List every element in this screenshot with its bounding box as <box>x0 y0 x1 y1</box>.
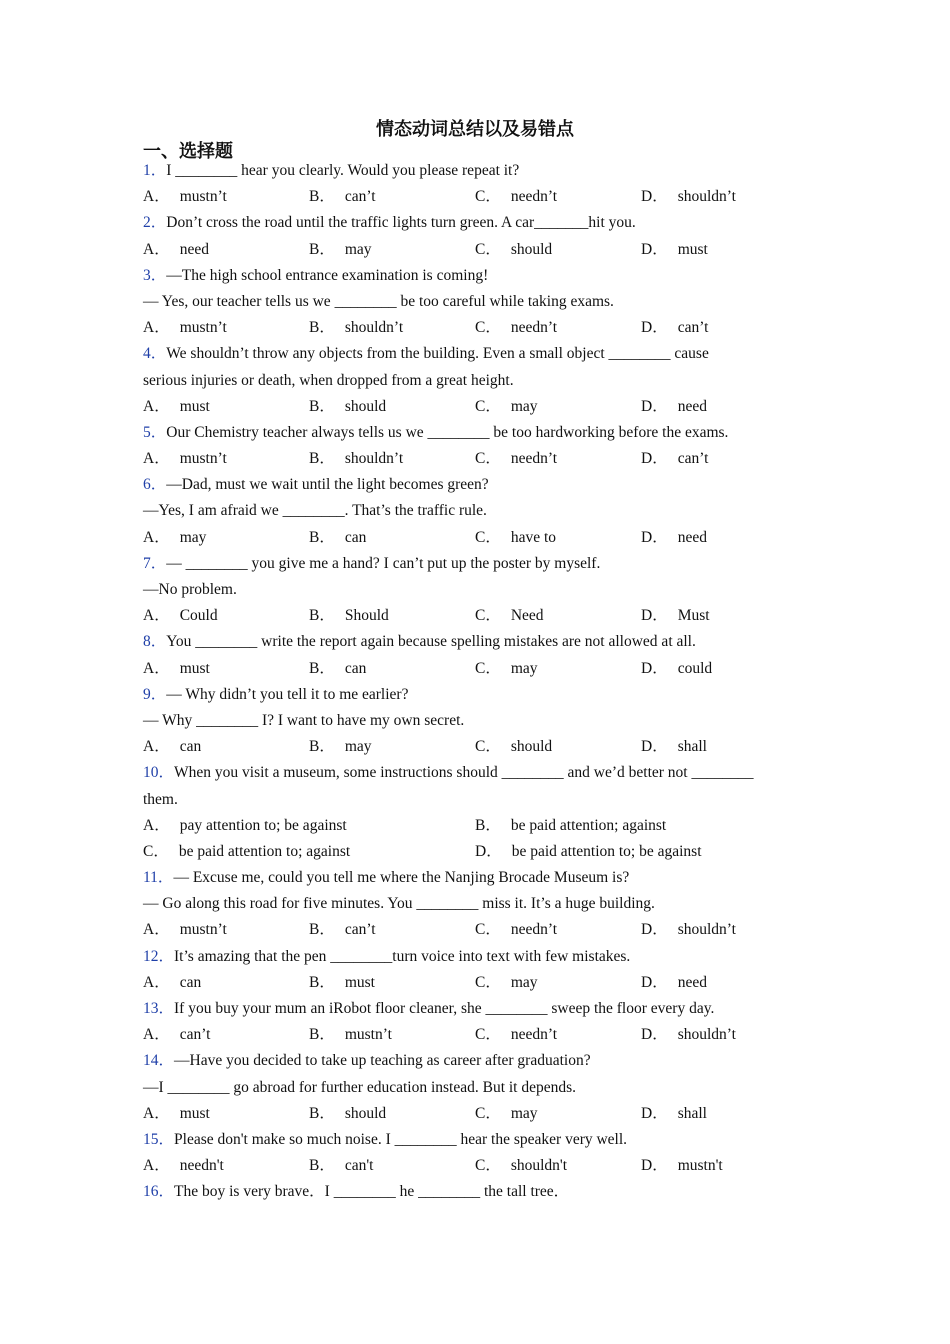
option-letter: B． <box>309 397 335 415</box>
option-letter: A． <box>143 607 170 625</box>
option-row <box>143 525 823 551</box>
question-item <box>143 551 823 630</box>
question-text: Please don't make so much noise. I ________ hear the speaker very well. <box>174 1130 628 1148</box>
question-text: —Have you decided to take up teaching as career after graduation? <box>174 1052 591 1070</box>
question-stem <box>143 263 823 289</box>
option-letter: C． <box>475 659 501 677</box>
question-text: —The high school entrance examination is coming! <box>166 266 489 284</box>
answer-option <box>641 1153 723 1179</box>
question-number: 10． <box>143 764 175 782</box>
answer-option <box>143 734 201 760</box>
question-item <box>143 420 823 472</box>
answer-option <box>143 1101 210 1127</box>
option-text: may <box>510 973 538 991</box>
option-row <box>143 970 823 996</box>
option-text: may <box>344 240 372 258</box>
question-line <box>143 577 823 603</box>
question-item <box>143 629 823 681</box>
option-letter: A． <box>143 1026 170 1044</box>
question-number: 15． <box>143 1130 175 1148</box>
option-text: may <box>510 1104 538 1122</box>
answer-option <box>309 734 372 760</box>
option-text: shall <box>677 1104 707 1122</box>
question-text: Our Chemistry teacher always tells us we ________ be too hardworking before the exams. <box>166 423 729 441</box>
option-letter: B． <box>309 319 335 337</box>
question-item <box>143 158 823 210</box>
answer-option <box>475 970 538 996</box>
option-letter: D． <box>641 528 668 546</box>
answer-option <box>641 970 707 996</box>
question-stem <box>143 996 823 1022</box>
question-stem <box>143 1048 823 1074</box>
answer-option <box>641 917 736 943</box>
answer-option <box>641 525 707 551</box>
question-item <box>143 263 823 342</box>
option-letter: C． <box>475 738 501 756</box>
question-stem <box>143 629 823 655</box>
option-letter: C． <box>475 240 501 258</box>
option-text: could <box>677 659 713 677</box>
answer-option <box>143 1022 210 1048</box>
option-letter: D． <box>641 397 668 415</box>
option-text: need <box>677 528 707 546</box>
option-letter: C． <box>475 921 501 939</box>
answer-option <box>641 1101 707 1127</box>
answer-option <box>475 184 557 210</box>
option-text: can’t <box>344 188 376 206</box>
option-letter: C． <box>475 1026 501 1044</box>
option-text: shouldn’t <box>344 450 404 468</box>
answer-option <box>143 839 350 865</box>
option-text: needn’t <box>510 450 558 468</box>
option-letter: A． <box>143 397 170 415</box>
option-text: must <box>179 1104 210 1122</box>
option-letter: C． <box>475 188 501 206</box>
question-text: We shouldn’t throw any objects from the building. Even a small object ________ cause <box>166 345 709 363</box>
question-number: 5． <box>143 423 167 441</box>
option-text: should <box>510 738 553 756</box>
option-text: be paid attention; against <box>510 816 667 834</box>
question-text: If you buy your mum an iRobot floor cleaner, she ________ sweep the floor every day. <box>174 1000 715 1017</box>
option-letter: B． <box>309 188 335 206</box>
option-text: shouldn’t <box>677 921 736 939</box>
answer-option <box>475 1022 557 1048</box>
answer-option <box>143 446 227 472</box>
option-text: need <box>179 240 209 258</box>
question-text: — ________ you give me a hand? I can’t put up the poster by myself. <box>166 554 601 572</box>
question-list <box>143 158 823 1206</box>
option-letter: B． <box>309 607 335 625</box>
option-row <box>143 917 823 943</box>
option-text: can’t <box>677 450 709 468</box>
option-letter: C． <box>475 1104 501 1122</box>
option-text: must <box>179 659 210 677</box>
option-text: can <box>179 738 202 756</box>
option-text: be paid attention to; be against <box>511 842 702 860</box>
option-letter: D． <box>641 659 668 677</box>
option-letter: A． <box>143 659 170 677</box>
section-heading: 一、选择题 <box>143 141 233 162</box>
option-text: Need <box>510 607 544 625</box>
question-stem <box>143 472 823 498</box>
option-text: mustn't <box>677 1157 723 1175</box>
question-text: It’s amazing that the pen ________turn voice into text with few mistakes. <box>174 947 631 965</box>
question-text: —No problem. <box>143 581 237 598</box>
option-row <box>143 656 823 682</box>
question-number: 14． <box>143 1052 175 1070</box>
option-text: needn’t <box>510 1026 558 1044</box>
answer-option <box>641 184 736 210</box>
question-number: 7． <box>143 554 167 572</box>
option-text: needn’t <box>510 921 558 939</box>
answer-option <box>309 525 366 551</box>
question-line <box>143 498 823 524</box>
question-text: —Dad, must we wait until the light becomes green? <box>166 476 489 494</box>
option-text: can <box>344 659 367 677</box>
option-letter: A． <box>143 319 170 337</box>
option-letter: D． <box>641 240 668 258</box>
option-letter: D． <box>641 1157 668 1175</box>
option-text: be paid attention to; against <box>178 842 351 860</box>
question-line <box>143 289 823 315</box>
question-number: 1． <box>143 162 167 179</box>
question-number: 6． <box>143 476 167 494</box>
option-text: may <box>179 528 207 546</box>
question-item <box>143 760 823 865</box>
question-item <box>143 210 823 262</box>
question-text: When you visit a museum, some instructions should ________ and we’d better not ________ <box>174 764 754 782</box>
option-text: can't <box>344 1157 374 1175</box>
question-stem <box>143 341 823 367</box>
answer-option <box>143 315 227 341</box>
answer-option <box>475 734 552 760</box>
option-letter: D． <box>641 973 668 991</box>
answer-option <box>309 656 366 682</box>
option-text: mustn’t <box>344 1026 392 1044</box>
answer-option <box>641 656 712 682</box>
option-letter: D． <box>641 1026 668 1044</box>
question-stem <box>143 865 823 891</box>
answer-option <box>309 184 376 210</box>
question-item <box>143 1179 823 1205</box>
answer-option <box>475 839 702 865</box>
option-letter: A． <box>143 188 170 206</box>
question-text: I ________ hear you clearly. Would you please repeat it? <box>166 162 520 179</box>
option-text: must <box>344 973 375 991</box>
question-number: 4． <box>143 345 167 363</box>
option-letter: B． <box>309 450 335 468</box>
answer-option <box>475 1101 538 1127</box>
question-stem <box>143 420 823 446</box>
answer-option <box>143 917 227 943</box>
option-letter: B． <box>309 1157 335 1175</box>
question-number: 16． <box>143 1183 175 1201</box>
option-letter: A． <box>143 450 170 468</box>
option-letter: B． <box>475 816 501 834</box>
answer-option <box>309 1101 386 1127</box>
option-text: needn’t <box>510 188 558 206</box>
question-text: serious injuries or death, when dropped from a great height. <box>143 371 514 389</box>
answer-option <box>143 603 218 629</box>
answer-option <box>475 237 552 263</box>
option-row <box>143 1101 823 1127</box>
question-stem <box>143 210 823 236</box>
option-row <box>143 1153 823 1179</box>
option-text: can’t <box>179 1026 211 1044</box>
question-line <box>143 891 823 917</box>
answer-option <box>475 656 538 682</box>
option-letter: A． <box>143 1157 170 1175</box>
answer-option <box>475 1153 567 1179</box>
answer-option <box>641 603 710 629</box>
option-text: can <box>179 973 202 991</box>
option-row <box>143 839 823 865</box>
question-stem <box>143 760 823 786</box>
option-letter: D． <box>641 319 668 337</box>
question-stem <box>143 682 823 708</box>
option-letter: C． <box>475 319 501 337</box>
option-letter: A． <box>143 816 170 834</box>
question-text: Don’t cross the road until the traffic lights turn green. A car_______hit you. <box>166 214 636 232</box>
question-stem <box>143 1127 823 1153</box>
option-text: can’t <box>677 319 709 337</box>
answer-option <box>641 734 707 760</box>
option-letter: C． <box>475 528 501 546</box>
option-letter: B． <box>309 921 335 939</box>
option-text: need <box>677 397 707 415</box>
option-text: shouldn't <box>510 1157 568 1175</box>
option-text: need <box>677 973 707 991</box>
option-text: may <box>510 659 538 677</box>
question-text: — Yes, our teacher tells us we ________ be too careful while taking exams. <box>143 292 614 310</box>
option-row <box>143 813 823 839</box>
question-item <box>143 341 823 420</box>
question-item <box>143 1048 823 1127</box>
option-row <box>143 734 823 760</box>
question-text: —Yes, I am afraid we ________. That’s the traffic rule. <box>143 502 487 520</box>
answer-option <box>143 184 227 210</box>
answer-option <box>641 446 708 472</box>
answer-option <box>309 315 403 341</box>
answer-option <box>143 813 347 839</box>
option-letter: D． <box>641 188 668 206</box>
answer-option <box>143 394 210 420</box>
question-line <box>143 787 823 813</box>
option-text: may <box>344 738 372 756</box>
option-letter: D． <box>641 738 668 756</box>
question-number: 8． <box>143 633 167 651</box>
option-letter: B． <box>309 240 335 258</box>
option-letter: B． <box>309 973 335 991</box>
option-letter: D． <box>641 450 668 468</box>
answer-option <box>475 446 557 472</box>
option-text: shouldn’t <box>677 188 736 206</box>
option-letter: C． <box>475 397 501 415</box>
question-text: —I ________ go abroad for further education instead. But it depends. <box>143 1078 577 1096</box>
option-text: shouldn’t <box>677 1026 736 1044</box>
answer-option <box>309 394 386 420</box>
option-text: needn't <box>179 1157 224 1175</box>
answer-option <box>641 1022 736 1048</box>
question-text: — Why didn’t you tell it to me earlier? <box>166 685 409 703</box>
option-letter: D． <box>475 842 502 860</box>
option-letter: D． <box>641 1104 668 1122</box>
page-title: 情态动词总结以及易错点 <box>376 119 574 140</box>
option-text: should <box>510 240 553 258</box>
question-number: 9． <box>143 685 167 703</box>
answer-option <box>143 1153 224 1179</box>
question-number: 12． <box>143 947 175 965</box>
option-letter: C． <box>475 607 501 625</box>
question-number: 2． <box>143 214 167 232</box>
question-stem <box>143 158 823 184</box>
question-item <box>143 996 823 1048</box>
option-letter: D． <box>641 921 668 939</box>
option-text: should <box>344 1104 387 1122</box>
answer-option <box>143 525 206 551</box>
question-line <box>143 368 823 394</box>
answer-option <box>143 237 209 263</box>
option-text: mustn’t <box>179 188 227 206</box>
option-letter: A． <box>143 921 170 939</box>
option-text: Must <box>677 607 710 625</box>
option-letter: A． <box>143 528 170 546</box>
answer-option <box>143 656 210 682</box>
answer-option <box>475 917 557 943</box>
question-number: 3． <box>143 266 167 284</box>
question-stem <box>143 551 823 577</box>
question-text: You ________ write the report again because spelling mistakes are not allowed at all. <box>166 633 696 651</box>
question-line <box>143 1075 823 1101</box>
question-stem <box>143 1179 823 1205</box>
answer-option <box>475 603 544 629</box>
answer-option <box>475 315 557 341</box>
question-item <box>143 472 823 551</box>
option-text: must <box>179 397 210 415</box>
option-letter: A． <box>143 738 170 756</box>
question-item <box>143 1127 823 1179</box>
option-text: can’t <box>344 921 376 939</box>
answer-option <box>641 237 708 263</box>
option-letter: C． <box>475 450 501 468</box>
question-text: — Go along this road for five minutes. You ________ miss it. It’s a huge building. <box>143 895 655 913</box>
option-letter: A． <box>143 1104 170 1122</box>
answer-option <box>309 1153 373 1179</box>
question-number: 11． <box>143 869 174 887</box>
question-line <box>143 708 823 734</box>
question-number: 13． <box>143 1000 175 1017</box>
option-text: mustn’t <box>179 921 227 939</box>
answer-option <box>309 917 376 943</box>
answer-option <box>309 603 389 629</box>
answer-option <box>641 315 708 341</box>
option-letter: A． <box>143 973 170 991</box>
option-text: pay attention to; be against <box>179 816 347 834</box>
answer-option <box>475 525 556 551</box>
option-letter: C． <box>475 1157 501 1175</box>
option-letter: D． <box>641 607 668 625</box>
answer-option <box>143 970 201 996</box>
option-row <box>143 446 823 472</box>
answer-option <box>475 394 538 420</box>
option-letter: B． <box>309 738 335 756</box>
question-text: The boy is very brave．I ________ he ________ the tall tree． <box>174 1183 570 1201</box>
option-row <box>143 603 823 629</box>
answer-option <box>309 1022 392 1048</box>
option-text: have to <box>510 528 557 546</box>
answer-option <box>641 394 707 420</box>
option-letter: C． <box>143 842 169 860</box>
option-text: can <box>344 528 367 546</box>
question-item <box>143 682 823 761</box>
option-text: may <box>510 397 538 415</box>
answer-option <box>309 237 372 263</box>
option-text: mustn’t <box>179 450 227 468</box>
option-text: must <box>677 240 708 258</box>
option-text: shall <box>677 738 707 756</box>
answer-option <box>309 446 403 472</box>
option-text: mustn’t <box>179 319 227 337</box>
answer-option <box>309 970 375 996</box>
option-text: shouldn’t <box>344 319 404 337</box>
question-text: — Why ________ I? I want to have my own secret. <box>143 711 465 729</box>
question-stem <box>143 944 823 970</box>
option-letter: B． <box>309 1026 335 1044</box>
option-text: Should <box>344 607 389 625</box>
question-item <box>143 944 823 996</box>
option-text: should <box>344 397 387 415</box>
option-letter: A． <box>143 240 170 258</box>
option-letter: B． <box>309 1104 335 1122</box>
option-row <box>143 1022 823 1048</box>
question-text: — Excuse me, could you tell me where the Nanjing Brocade Museum is? <box>173 869 630 887</box>
answer-option <box>475 813 666 839</box>
option-letter: B． <box>309 528 335 546</box>
option-letter: C． <box>475 973 501 991</box>
option-text: needn’t <box>510 319 558 337</box>
option-row <box>143 394 823 420</box>
option-row <box>143 237 823 263</box>
question-item <box>143 865 823 944</box>
option-text: Could <box>179 607 218 625</box>
option-letter: B． <box>309 659 335 677</box>
question-text: them. <box>143 790 178 808</box>
option-row <box>143 315 823 341</box>
option-row <box>143 184 823 210</box>
